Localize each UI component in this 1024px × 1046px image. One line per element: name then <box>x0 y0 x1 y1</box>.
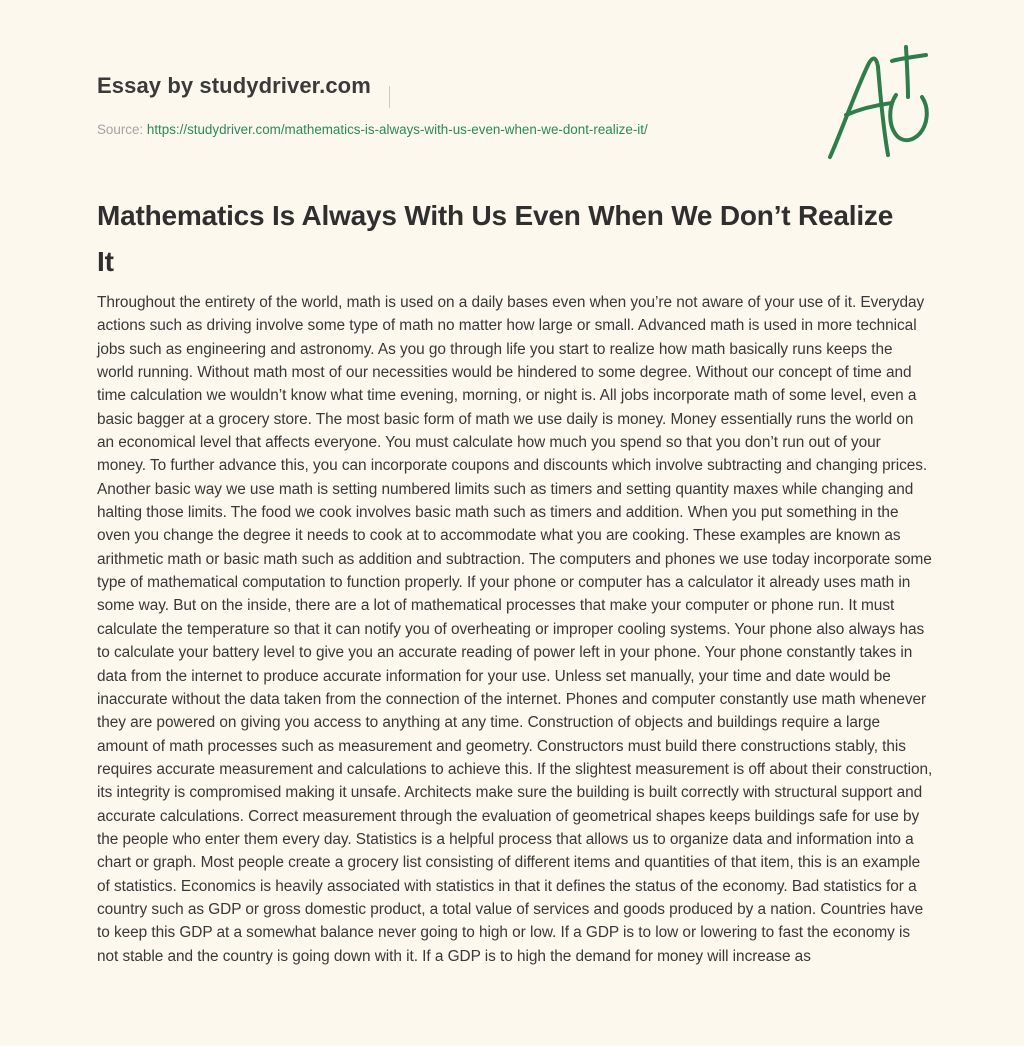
source-link[interactable]: https://studydriver.com/mathematics-is-always-with-us-even-when-we-dont-realize-it/ <box>146 122 648 137</box>
essay-body: Throughout the entirety of the world, math is used on a daily bases even when you’re not aware of your use of it. Everyday actions such as driving involve some type of math no matter how large or small. Advanced math is used in more technical jobs such as engineering and astronomy. As you go through life you start to realize how math basically runs keeps the world running. Without math most of our necessities would be hindered to some degree. Without our concept of time and time calculation we wouldn’t know what time evening, morning, or night is. All jobs incorporate math of some level, even a basic bagger at a grocery store. The most basic form of math we use daily is money. Money essentially runs the world on an economical level that affects everyone. You must calculate how much you spend so that you don’t run out of your money. To further advance this, you can incorporate coupons and discounts which involve subtracting and changing prices. Another basic way we use math is setting numbered limits such as timers and setting quantity maxes while changing and halting those limits. The food we cook involves basic math such as timers and addition. When you put something in the oven you change the degree it needs to cook at to accommodate what you are cooking. These examples are known as arithmetic math or basic math such as addition and subtraction. The computers and phones we use today incorporate some type of mathematical computation to function properly. If your phone or computer has a calculator it already uses math in some way. But on the inside, there are a lot of mathematical processes that make your computer or phone run. It must calculate the temperature so that it can notify you of overheating or improper cooling systems. Your phone also always has to calculate your battery level to give you an accurate reading of power left in your phone. Your phone constantly takes in data from the internet to produce accurate information for your use. Unless set manually, your time and date would be inaccurate without the data taken from the connection of the internet. Phones and computer constantly use math whenever they are powered on giving you access to anything at any time. Construction of objects and buildings require a large amount of math processes such as measurement and geometry. Constructors must build there constructions stably, this requires accurate measurement and calculations to achieve this. If the slightest measurement is off about their construction, its integrity is compromised making it unsafe. Architects make sure the building is built correctly with structural support and accurate calculations. Correct measurement through the evaluation of geometrical shapes keeps buildings safe for use by the people who enter them every day. Statistics is a helpful process that allows us to organize data and information into a chart or graph. Most people create a grocery list consisting of different items and quantities of that item, this is an example of statistics. Economics is heavily associated with statistics in that it defines the status of the economy. Bad statistics for a country such as GDP or gross domestic product, a total value of services and goods produced by a nation. Countries have to keep this GDP at a somewhat balance never going to high or low. If a GDP is to low or lowering to fast the economy is not stable and the country is going down with it. If a GDP is to high the demand for money will increase as <box>97 294 933 965</box>
a-plus-logo-icon <box>822 45 932 165</box>
essay-title: Mathematics Is Always With Us Even When We Don’t Realize It <box>97 200 894 277</box>
source-label: Source: <box>97 122 147 137</box>
text-cursor-mark <box>389 86 390 108</box>
essay-by-heading: Essay by studydriver.com <box>97 73 371 98</box>
essay-header <box>0 0 1024 170</box>
source-line <box>97 122 648 137</box>
